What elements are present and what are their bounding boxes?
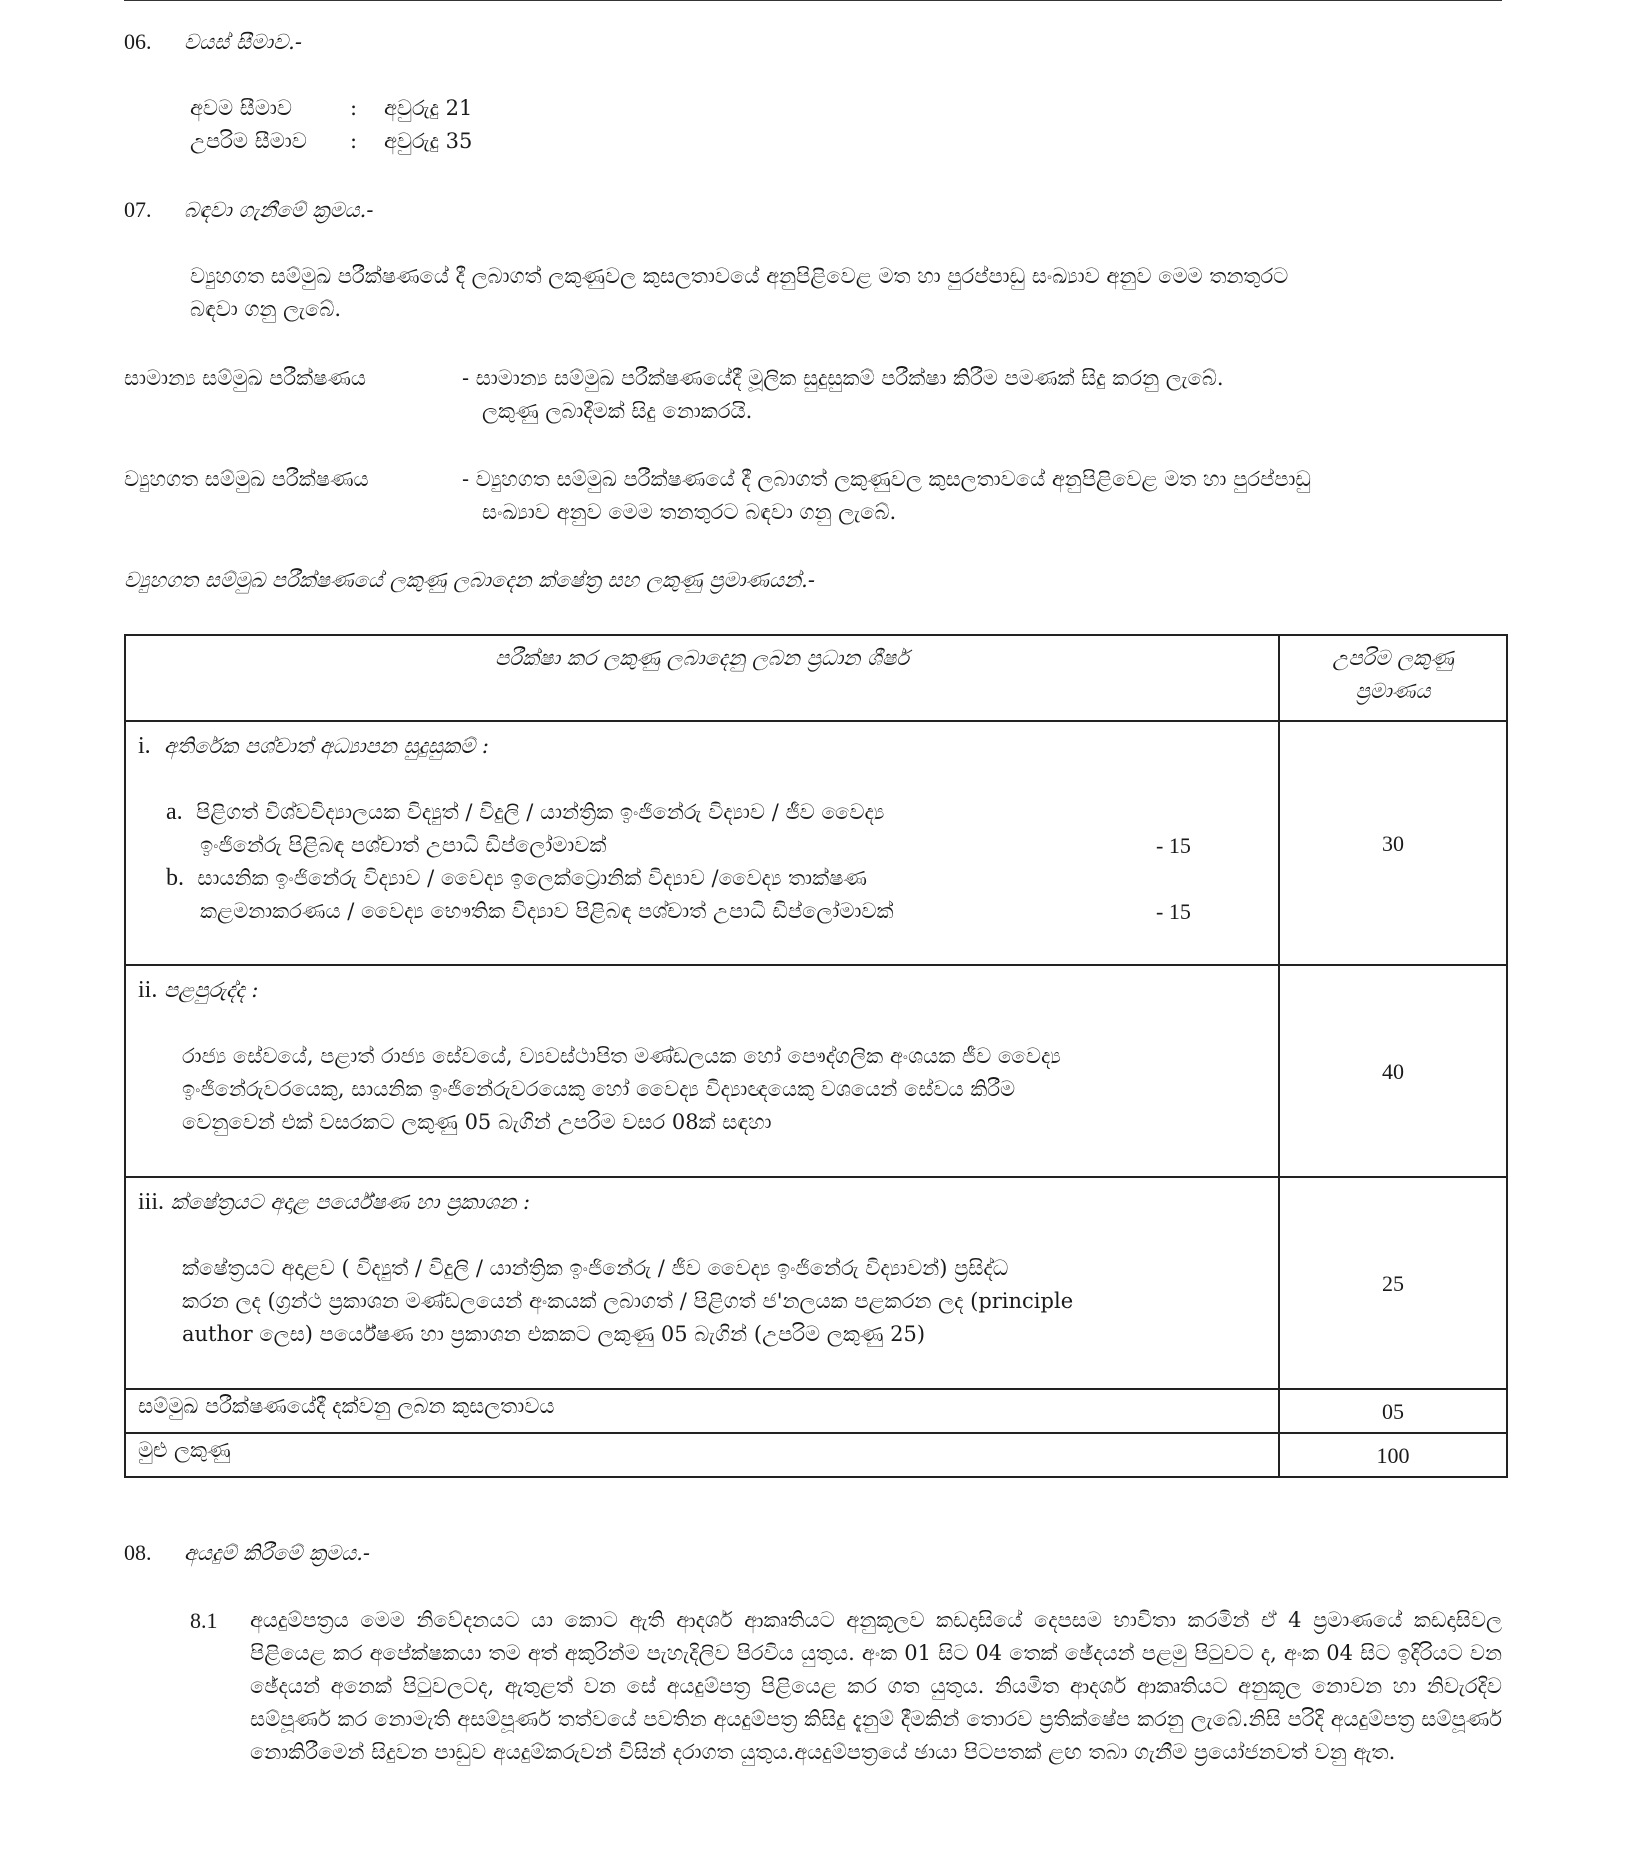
row1-max-marks: 30 — [1279, 721, 1507, 965]
section-06-title: වයස් සීමාව.- — [184, 30, 302, 54]
row2-max-marks: 40 — [1279, 965, 1507, 1177]
section-8-1-number: 8.1 — [190, 1608, 218, 1633]
general-interview-line1: - සාමාන්‍ය සම්මුඛ පරීක්ෂණයේදී මූලික සුදුසුකම් පරීක්ෂා කිරීම පමණක් සිදු කරනු ලැබේ. — [462, 366, 1224, 390]
section-07-title: බඳවා ගැනීමේ ක්‍රමය.- — [184, 198, 374, 222]
row3-title: ක්ෂේත්‍රයට අදාළ පර්යේෂණ හා ප්‍රකාශන : — [170, 1190, 531, 1214]
row2-line2: ඉංජිනේරුවරයෙකු, සායනික ඉංජිනේරුවරයෙකු හෝ වෛද්‍ය විද්‍යාඥයෙකු වශයෙන් සේවය කිරීම — [182, 1077, 1016, 1101]
section-08-title: අයදුම් කිරීමේ ක්‍රමය.- — [184, 1541, 370, 1565]
section-06-heading — [124, 25, 302, 59]
age-min-value: අවුරුදු 21 — [384, 96, 473, 120]
age-max-label: උපරිම සීමාව — [190, 129, 307, 153]
general-interview-label: සාමාන්‍ය සම්මුඛ පරීක්ෂණය — [124, 366, 367, 390]
header-max-marks — [1279, 635, 1507, 721]
section-07-number: 07. — [124, 197, 152, 222]
section-06-number: 06. — [124, 29, 152, 54]
row1-a-line2: ඉංජිනේරු පිළිබඳ පශ්චාත් උපාධි ඩිප්ලෝමාවක් — [200, 833, 607, 857]
table-row — [125, 1177, 1507, 1389]
section-08-heading — [124, 1536, 370, 1570]
row3-max-marks: 25 — [1279, 1177, 1507, 1389]
structured-interview-label: ව්‍යුහගත සම්මුඛ පරීක්ෂණය — [124, 467, 369, 491]
row1-b-marks: - 15 — [1156, 899, 1191, 924]
row2-content — [125, 965, 1279, 1177]
section-8-1-paragraph: අයදුම්පත්‍රය මෙම නිවේදනයට යා කොට ඇති ආදර්ශ ආකෘතියට අනුකූලව කඩදාසියේ දෙපසම භාවිතා කරමින් ඒ 4 ප්‍රමාණයේ කඩදාසිවල පිළියෙළ කර අපේක්ෂකයා තම අත් අකුරින්ම පැහැදිලිව පිරවිය යුතුය. අංක 01 සිට 04 තෙක් ඡේදයන් පළමු පිටුවට ද, අංක 04 සිට ඉදිරියට වන ඡේදයන් අනෙක් පිටුවලටද, ඇතුළත් වන සේ අයදුම්පත්‍ර පිළියෙළ කර ගත යුතුය. නියමිත ආදර්ශ ආකෘතියට අනුකූල නොවන හා නිවැරදිව සම්පූර්ණ කර නොමැති අසම්පූර්ණ තත්වයේ පවතින අයදුම්පත්‍ර කිසිදු දැනුම් දීමකින් තොරව ප්‍රතික්ෂේප කරනු ලැබේ.නිසි පරිදි අයදුම්පත්‍ර සම්පූර්ණ නොකිරීමෙන් සිදුවන පාඩුව අයදුම්කරුවන් විසින් දරාගත යුතුය.අයදුම්පත්‍රයේ ඡායා පිටපතක් ළඟ තබා ගැනීම ප්‍රයෝජනවත් වනු ඇත. — [250, 1608, 1502, 1764]
row1-a-marks: - 15 — [1156, 833, 1191, 858]
row4-label: සම්මුඛ පරීක්ෂණයේදී දක්වනු ලබන කුසලතාවය — [125, 1389, 1279, 1433]
table-row — [125, 721, 1507, 965]
row2-line3: වෙනුවෙන් එක් වසරකට ලකුණු 05 බැගින් උපරිම වසර 08ක් සඳහා — [182, 1110, 772, 1134]
row4-max-marks: 05 — [1279, 1389, 1507, 1433]
row5-label: මුළු ලකුණු — [125, 1433, 1279, 1477]
header-max-marks-line1: උපරිම ලකුණු — [1332, 646, 1454, 670]
recruitment-intro-line2: බඳවා ගනු ලැබේ. — [190, 297, 342, 321]
header-main-heads: පරීක්ෂා කර ලකුණු ලබාදෙනු ලබන ප්‍රධාන ශීර්ෂ — [125, 635, 1279, 721]
structured-interview-line1: - ව්‍යුහගත සම්මුඛ පරීක්ෂණයේ දී ලබාගත් ලකුණුවල කුසලතාවයේ අනුපිළිවෙළ මත හා පුරප්පාඩු — [462, 467, 1311, 491]
row1-b-line1: සායනික ඉංජිනේරු විද්‍යාව / වෛද්‍ය ඉලෙක්ට්‍රොනික් විද්‍යාව /වෛද්‍ය තාක්ෂණ — [197, 866, 867, 890]
marks-fields-heading: ව්‍යුහගත සම්මුඛ පරීක්ෂණයේ ලකුණු ලබාදෙන ක්ෂේත්‍ර සහ ලකුණු ප්‍රමාණයන්.- — [124, 568, 815, 592]
age-min-label: අවම සීමාව — [190, 96, 293, 120]
table-row — [125, 1389, 1507, 1433]
table-row — [125, 1433, 1507, 1477]
general-interview-line2: ලකුණු ලබාදීමක් සිදු නොකරයි. — [482, 399, 753, 423]
section-08-number: 08. — [124, 1540, 152, 1565]
top-rule — [124, 0, 1502, 1]
row3-line1: ක්ෂේත්‍රයට අදාළව ( විද්‍යුත් / විදුලි / යාන්ත්‍රික ඉංජිනේරු / ජීව වෛද්‍ය ඉංජිනේරු විද්‍යාවන්) ප්‍රසිද්ධ — [182, 1256, 1009, 1280]
row3-roman: iii. — [138, 1189, 165, 1215]
recruitment-intro-line1: ව්‍යුහගත සම්මුඛ පරීක්ෂණයේ දී ලබාගත් ලකුණුවල කුසලතාවයේ අනුපිළිවෙළ මත හා පුරප්පාඩු සංඛ්‍යාව අනුව මෙම තනතුරට — [190, 264, 1289, 288]
row1-a-letter: a. — [166, 799, 183, 825]
row5-max-marks: 100 — [1279, 1433, 1507, 1477]
row3-line2: කරන ලද (ග්‍රන්ථ ප්‍රකාශන මණ්ඩලයෙන් අංකයක් ලබාගත් / පිළිගත් ජ'නලයක පළකරන ලද (principle — [182, 1289, 1074, 1313]
table-header-row — [125, 635, 1507, 721]
age-max-value: අවුරුදු 35 — [384, 129, 473, 153]
row1-title: අතිරේක පශ්චාත් අධ්‍යාපන සුදුසුකම් : — [164, 734, 489, 758]
table-row — [125, 965, 1507, 1177]
structured-interview-line2: සංඛ්‍යාව අනුව මෙම තනතුරට බඳවා ගනු ලැබේ. — [482, 500, 897, 524]
header-max-marks-line2: ප්‍රමාණය — [1355, 679, 1431, 703]
row3-line3: author ලෙස) පර්යේෂණ හා ප්‍රකාශන එකකට ලකුණු 05 බැගින් (උපරිම ලකුණු 25) — [182, 1322, 926, 1346]
row3-content — [125, 1177, 1279, 1389]
row1-content — [125, 721, 1279, 965]
row2-roman: ii. — [138, 977, 158, 1003]
marks-table — [124, 634, 1508, 1478]
section-07-heading — [124, 193, 373, 227]
row1-b-letter: b. — [166, 865, 184, 891]
age-max-colon: : — [350, 129, 358, 153]
row1-b-line2: කළමනාකරණය / වෛද්‍ය භෞතික විද්‍යාව පිළිබඳ පශ්චාත් උපාධි ඩිප්ලෝමාවක් — [200, 899, 894, 923]
age-min-colon: : — [350, 96, 358, 120]
row1-a-line1: පිළිගත් විශ්වවිද්‍යාලයක විද්‍යුත් / විදුලි / යාන්ත්‍රික ඉංජිනේරු විද්‍යාව / ජීව වෛද්‍ය — [196, 800, 885, 824]
row2-line1: රාජ්‍ය සේවයේ, පළාත් රාජ්‍ය සේවයේ, ව්‍යවස්ථාපිත මණ්ඩලයක හෝ පෞද්ගලික අංශයක ජීව වෛද්‍ය — [182, 1044, 1061, 1068]
row1-roman: i. — [138, 733, 151, 759]
row2-title: පළපුරුද්ද : — [164, 978, 259, 1002]
